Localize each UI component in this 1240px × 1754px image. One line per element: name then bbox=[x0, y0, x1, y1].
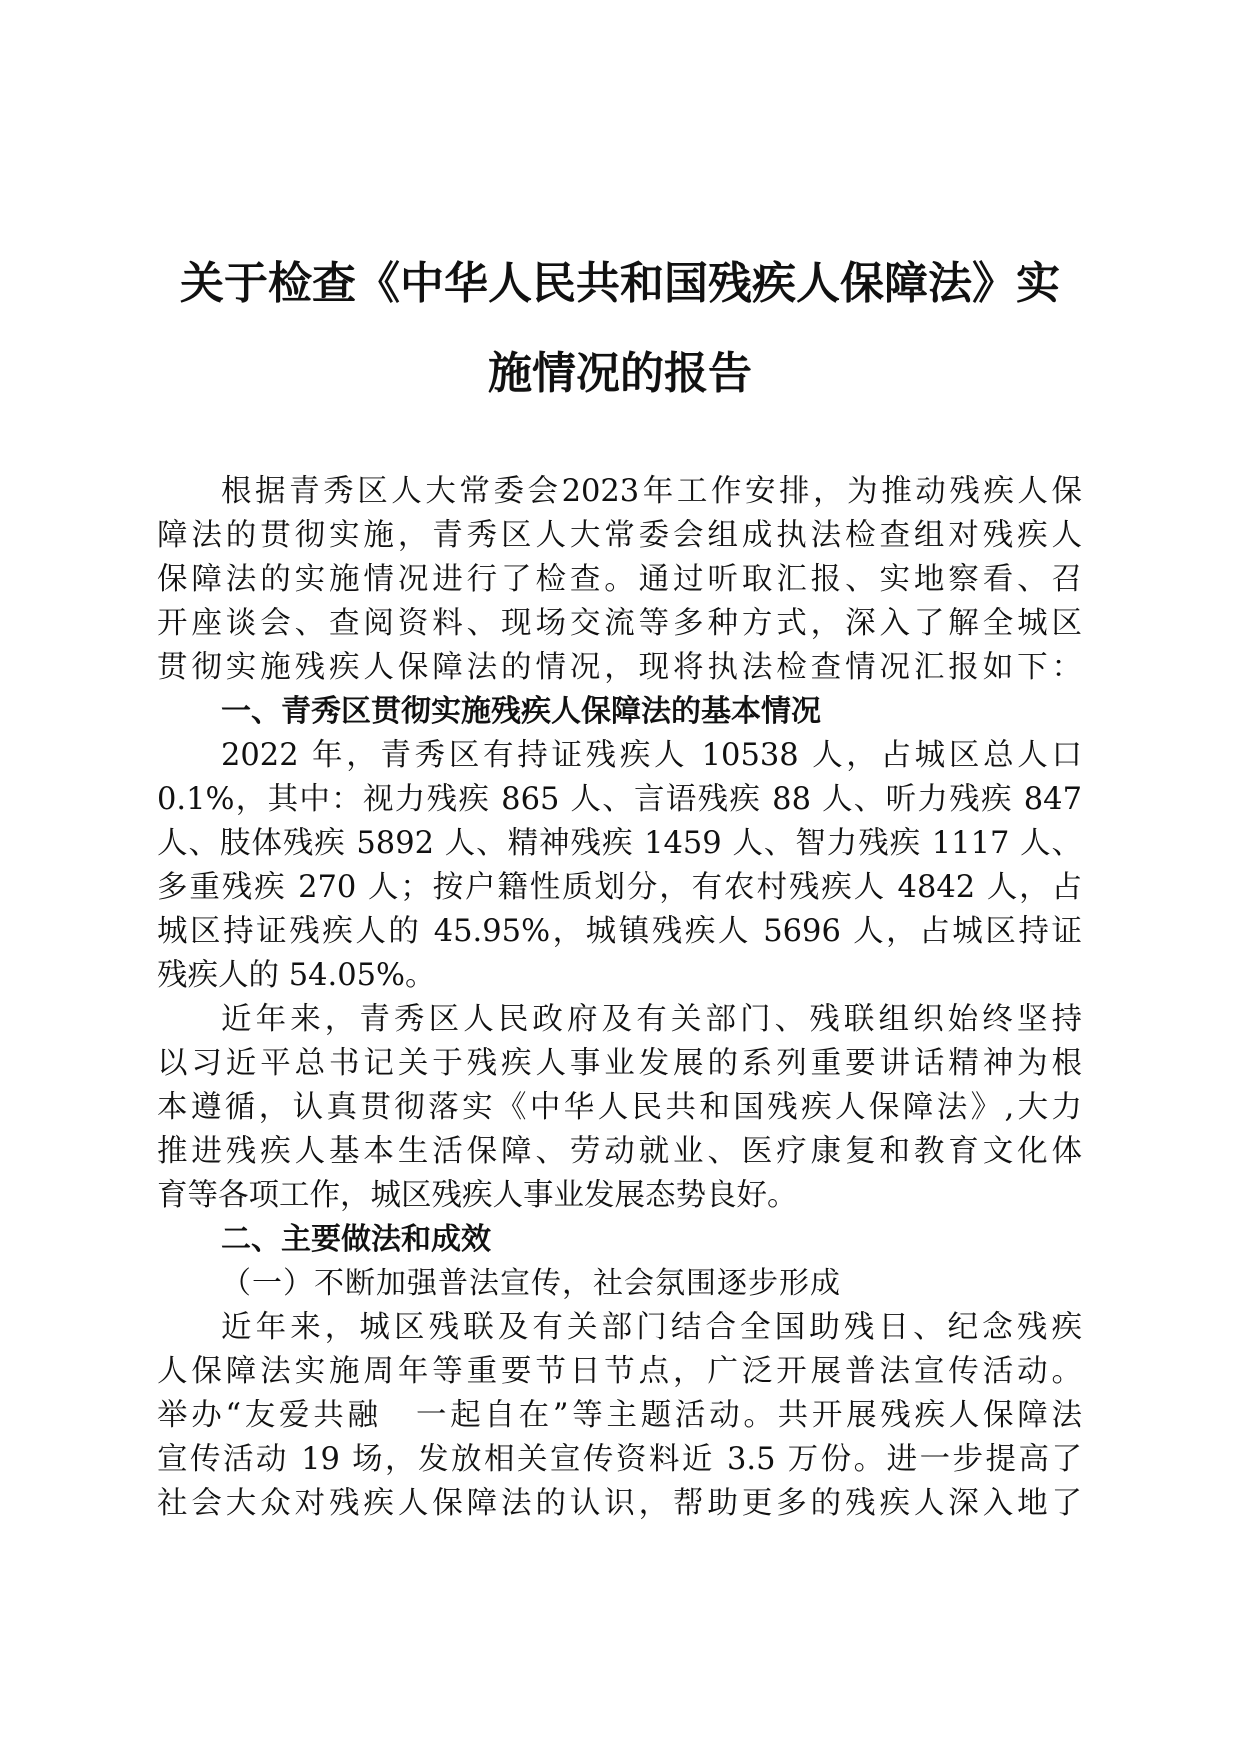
text-line: 贯彻实施残疾人保障法的情况，现将执法检查情况汇报如下： bbox=[157, 650, 1082, 685]
text-line: 0.1%，其中：视力残疾 865 人、言语残疾 88 人、听力残疾 847 bbox=[157, 782, 1082, 817]
text-line: 育等各项工作，城区残疾人事业发展态势良好。 bbox=[157, 1178, 798, 1213]
text-line: 近年来，青秀区人民政府及有关部门、残联组织始终坚持 bbox=[221, 1002, 1082, 1037]
text-line: 障法的贯彻实施，青秀区人大常委会组成执法检查组对残疾人 bbox=[157, 518, 1082, 553]
text-line: 本遵循，认真贯彻落实《中华人民共和国残疾人保障法》,大力 bbox=[157, 1090, 1082, 1125]
document-body bbox=[157, 470, 1082, 1526]
paragraph-overview bbox=[157, 998, 1082, 1218]
section-heading-1: 一、青秀区贯彻实施残疾人保障法的基本情况 bbox=[221, 694, 821, 729]
paragraph-statistics bbox=[157, 734, 1082, 998]
text-line: 以习近平总书记关于残疾人事业发展的系列重要讲话精神为根 bbox=[157, 1046, 1082, 1081]
text-line: 保障法的实施情况进行了检查。通过听取汇报、实地察看、召 bbox=[157, 562, 1082, 597]
text-line: 残疾人的 54.05%。 bbox=[157, 958, 436, 993]
text-line: 人保障法实施周年等重要节日节点，广泛开展普法宣传活动。 bbox=[157, 1354, 1082, 1389]
subsection-heading-1: （一）不断加强普法宣传，社会氛围逐步形成 bbox=[221, 1266, 841, 1301]
text-line: 开座谈会、查阅资料、现场交流等多种方式，深入了解全城区 bbox=[157, 606, 1082, 641]
section-heading-2: 二、主要做法和成效 bbox=[221, 1222, 491, 1257]
text-line: 近年来，城区残联及有关部门结合全国助残日、纪念残疾 bbox=[221, 1310, 1082, 1345]
text-line: 根据青秀区人大常委会2023年工作安排，为推动残疾人保 bbox=[221, 474, 1082, 509]
text-line: 推进残疾人基本生活保障、劳动就业、医疗康复和教育文化体 bbox=[157, 1134, 1082, 1169]
text-line: 2022 年，青秀区有持证残疾人 10538 人，占城区总人口 bbox=[221, 738, 1082, 773]
text-line: 社会大众对残疾人保障法的认识，帮助更多的残疾人深入地了 bbox=[157, 1486, 1082, 1521]
text-line: 多重残疾 270 人；按户籍性质划分，有农村残疾人 4842 人，占 bbox=[157, 870, 1082, 905]
paragraph-intro bbox=[157, 470, 1082, 690]
document-title-line-1: 关于检查《中华人民共和国残疾人保障法》实 bbox=[180, 258, 1060, 309]
text-line: 人、肢体残疾 5892 人、精神残疾 1459 人、智力残疾 1117 人、 bbox=[157, 826, 1082, 861]
document-title-line-2: 施情况的报告 bbox=[488, 348, 752, 399]
text-line: 城区持证残疾人的 45.95%，城镇残疾人 5696 人，占城区持证 bbox=[157, 914, 1082, 949]
paragraph-publicity bbox=[157, 1306, 1082, 1526]
text-line: 宣传活动 19 场，发放相关宣传资料近 3.5 万份。进一步提高了 bbox=[157, 1442, 1082, 1477]
text-line: 举办“友爱共融 一起自在”等主题活动。共开展残疾人保障法 bbox=[157, 1398, 1082, 1433]
